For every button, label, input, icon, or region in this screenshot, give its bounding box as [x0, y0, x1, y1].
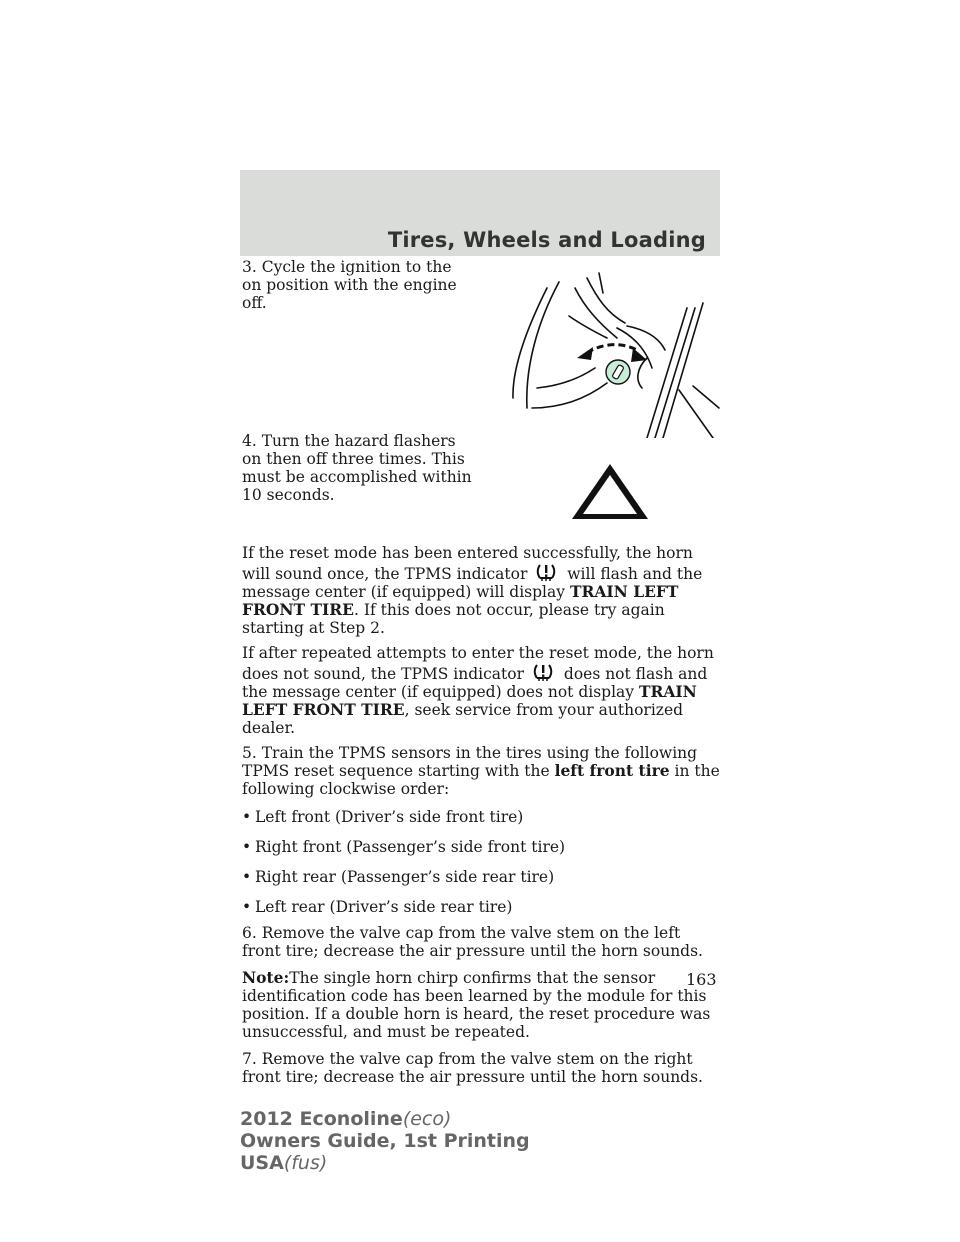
list-item: • Left front (Driver’s side front tire)	[242, 808, 524, 826]
step-7: 7. Remove the valve cap from the valve stem on the right front tire; decrease the air pressure until the horn sounds.	[242, 1050, 703, 1086]
paragraph-reset-failure: If after repeated attempts to enter the reset mode, the horn does not sound, the TPMS indicator does not flash and the message center (if equipped) does not display TRAIN LEFT FRONT TIRE, seek service from your authorized dealer.	[242, 644, 714, 737]
footer-line-1: 2012 Econoline(eco)	[240, 1108, 452, 1130]
footer-line-2: Owners Guide, 1st Printing	[240, 1130, 530, 1152]
list-item: • Left rear (Driver’s side rear tire)	[242, 898, 513, 916]
footer-line-3: USA(fus)	[240, 1152, 328, 1174]
tire-order-list	[242, 808, 720, 916]
section-header	[240, 170, 720, 256]
section-title: Tires, Wheels and Loading	[387, 228, 706, 252]
step-5: 5. Train the TPMS sensors in the tires using the following TPMS reset sequence starting with the left front tire in the following clockwise order:	[242, 744, 720, 798]
step-6: 6. Remove the valve cap from the valve stem on the left front tire; decrease the air pressure until the horn sounds.	[242, 924, 703, 960]
step-4: 4. Turn the hazard flashers on then off three times. This must be accomplished within 10 seconds.	[242, 432, 472, 504]
page-number: 163	[686, 970, 717, 989]
paragraph-reset-success: If the reset mode has been entered successfully, the horn will sound once, the TPMS indicator will flash and the message center (if equipped) will display TRAIN LEFT FRONT TIRE. If this does not occur, please try again starting at Step 2.	[242, 544, 703, 637]
list-item: • Right rear (Passenger’s side rear tire)	[242, 868, 555, 886]
tpms-warning-icon	[533, 662, 553, 682]
tpms-warning-icon	[536, 562, 556, 582]
note-paragraph: Note:The single horn chirp confirms that the sensor identification code has been learned by the module for this position. If a double horn is heard, the reset procedure was unsuccessful, and must be repeated.	[242, 968, 711, 1041]
page-content	[242, 258, 720, 1093]
list-item: • Right front (Passenger’s side front tire)	[242, 838, 566, 856]
step-3: 3. Cycle the ignition to the on position with the engine off.	[242, 258, 457, 312]
footer	[240, 1108, 530, 1174]
